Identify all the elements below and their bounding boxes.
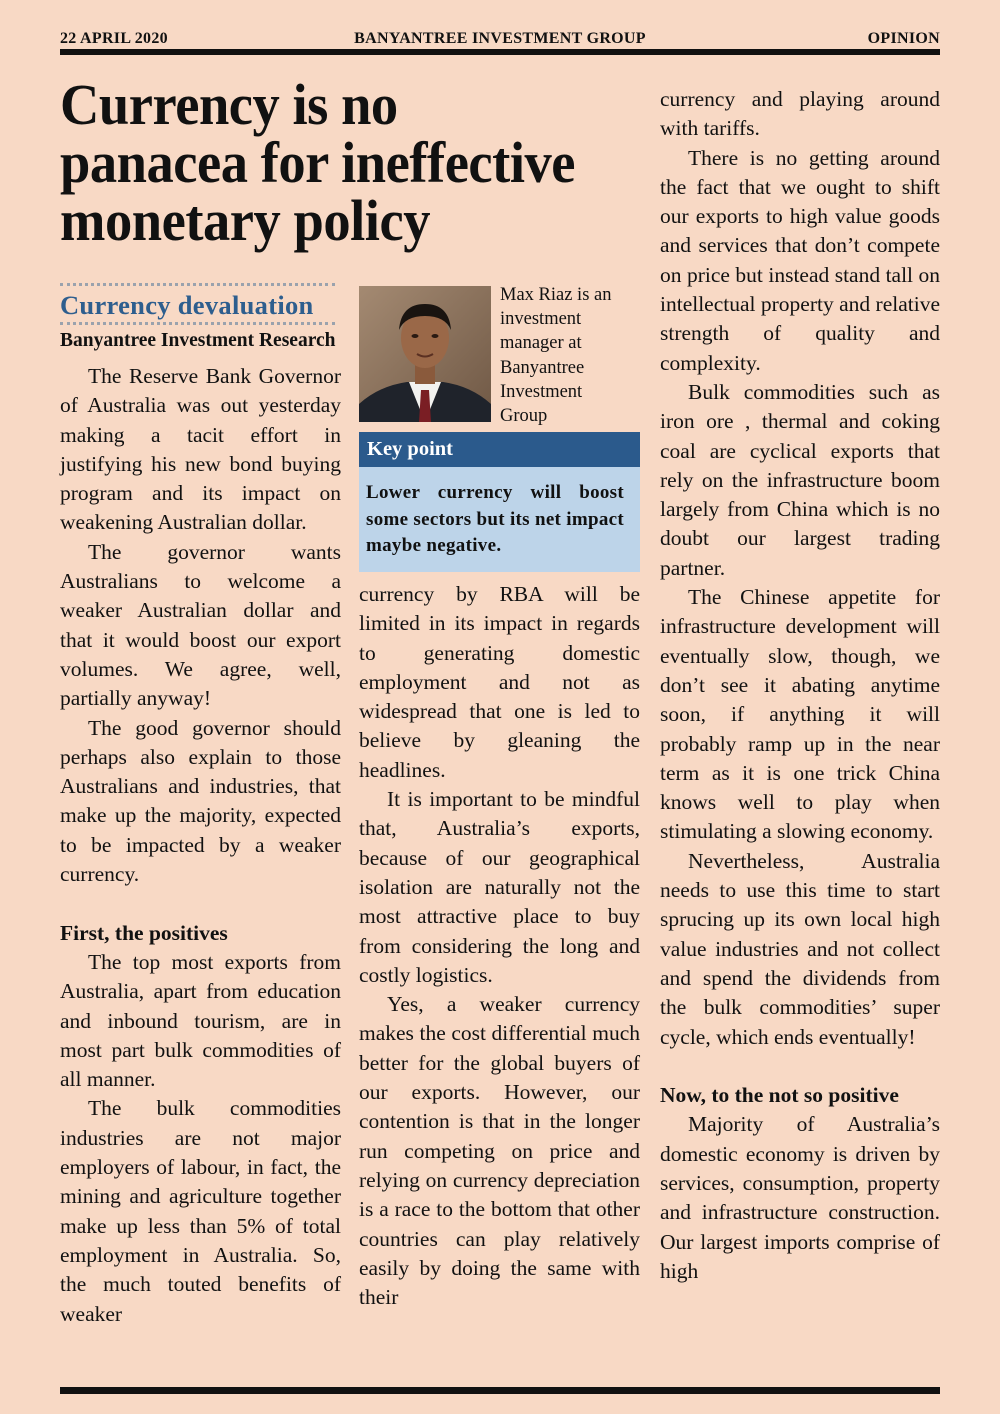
paragraph: There is no getting around the fact that we ought to shift our exports to high value goods and services that don’t compete on price but instead stand tall on intellectual property and relative strength of quality and complexity.	[660, 145, 940, 375]
subheadline: Currency devaluation	[60, 290, 314, 320]
article-column-1	[60, 362, 341, 1329]
section-heading-positives: First, the positives	[60, 920, 228, 945]
paragraph: Bulk commodities such as iron ore , thermal and coking coal are cyclical exports that rely on the infrastructure boom largely from China which is no doubt our largest trading partner.	[660, 379, 940, 580]
paragraph: currency by RBA will be limited in its impact in regards to generating domestic employment and not as widespread that one is led to believe by gleaning the headlines.	[359, 582, 640, 782]
paragraph: Yes, a weaker currency makes the cost differential much better for the global buyers of our exports. However, our contention is that in the longer run competing on price and relying on currency depreciation is a race to the bottom that other countries can play relatively easily by doing the same with their	[359, 992, 640, 1310]
author-photo	[359, 286, 491, 422]
paragraph: Nevertheless, Australia needs to use this time to start sprucing up its own local high value industries and not collect and spend the dividends from the bulk commodities’ super cycle, which ends eventually!	[660, 848, 940, 1049]
headline: Currency is no panacea for ineffective monetary policy	[60, 72, 576, 253]
subhead-divider-top	[60, 283, 335, 286]
key-point-text: Lower currency will boost some sectors but its net impact maybe negative.	[359, 467, 640, 572]
key-point-title: Key point	[359, 432, 640, 467]
section-heading-not-so-positive: Now, to the not so positive	[660, 1083, 899, 1108]
paragraph: The Chinese appetite for infrastructure development will eventually slow, though, we don’t see it abating anytime soon, if anything it will probably ramp up in the near term as it is one trick China knows well to play when stimulating a slowing economy.	[660, 585, 940, 844]
paragraph: The top most exports from Australia, apart from education and inbound tourism, are in most part bulk commodities of all manner.	[60, 949, 341, 1092]
paragraph: The bulk commodities industries are not major employers of labour, in fact, the mining and agriculture together make up less than 5% of total employment in Australia. So, the much touted benefits of weaker	[60, 1096, 341, 1326]
author-caption: Max Riaz is an investment manager at Banyantree Investment Group	[500, 285, 612, 427]
paragraph: The good governor should perhaps also explain to those Australians and industries, that make up the majority, expected to be impacted by a weaker currency.	[60, 715, 341, 887]
paragraph: It is important to be mindful that, Australia’s exports, because of our geographical isolation are naturally not the most attractive place to buy from considering the long and costly logistics.	[359, 787, 640, 987]
article-column-2	[359, 580, 640, 1312]
bottom-rule	[60, 1387, 940, 1394]
issue-date: 22 APRIL 2020	[60, 30, 168, 47]
section-label: OPINION	[867, 30, 940, 47]
publication-name: BANYANTREE INVESTMENT GROUP	[354, 30, 646, 47]
byline: Banyantree Investment Research	[60, 330, 336, 351]
paragraph: The Reserve Bank Governor of Australia was out yesterday making a tacit effort in justifying his new bond buying program and its impact on weakening Australian dollar.	[60, 364, 341, 535]
subhead-divider-bottom	[60, 322, 335, 325]
paragraph: The governor wants Australians to welcome a weaker Australian dollar and that it would boost our export volumes. We agree, well, partially anyway!	[60, 539, 341, 711]
author-portrait-icon	[359, 286, 491, 422]
paragraph: currency and playing around with tariffs.	[660, 87, 940, 141]
article-column-3	[660, 85, 940, 1286]
paragraph: Majority of Australia’s domestic economy is driven by services, consumption, property and infrastructure construction. Our largest imports comprise of high	[660, 1112, 940, 1283]
top-rule	[60, 49, 940, 55]
